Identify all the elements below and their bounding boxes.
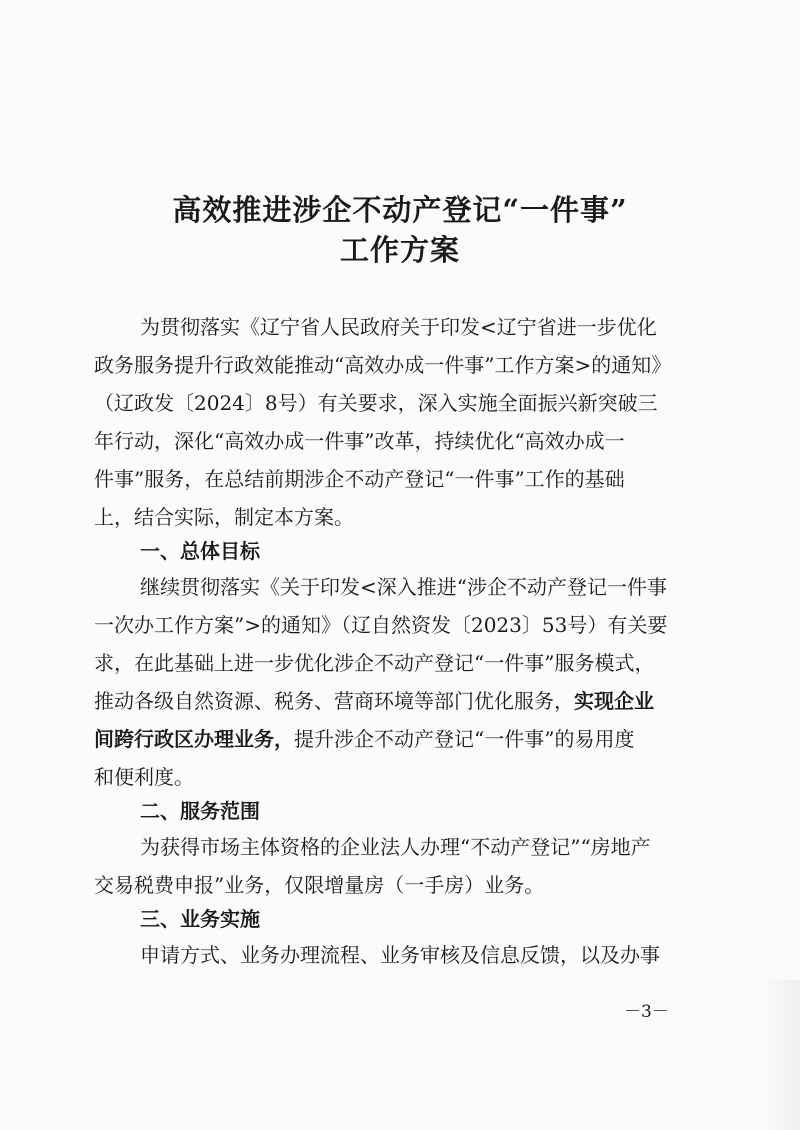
section3-line: 申请方式、业务办理流程、业务审核及信息反馈，以及办事	[140, 943, 660, 967]
intro-line: （辽政发〔2024〕8号）有关要求，深入实施全面振兴新突破三	[94, 391, 658, 415]
section1-line: 和便利度。	[94, 765, 194, 789]
section1-bold-text: 间跨行政区办理业务，	[94, 727, 294, 751]
section-heading-goal: 一、总体目标	[140, 539, 260, 563]
section1-text: 推动各级自然资源、税务、营商环境等部门优化服务，	[94, 689, 574, 713]
scan-edge-shading	[760, 980, 800, 1130]
section1-line: 一次办工作方案”>的通知》（辽自然资发〔2023〕53号）有关要	[94, 613, 668, 637]
section-heading-scope: 二、服务范围	[140, 799, 260, 823]
intro-line: 年行动，深化“高效办成一件事”改革，持续优化“高效办成一	[94, 429, 625, 453]
intro-line: 上，结合实际，制定本方案。	[94, 505, 354, 529]
page-number: －3－	[624, 1002, 669, 1022]
section1-line: 求，在此基础上进一步优化涉企不动产登记“一件事”服务模式，	[94, 651, 655, 675]
intro-line: 为贯彻落实《辽宁省人民政府关于印发<辽宁省进一步优化	[140, 315, 657, 339]
section1-bold-text: 实现企业	[574, 689, 654, 713]
intro-line: 件事”服务，在总结前期涉企不动产登记“一件事”工作的基础	[94, 467, 625, 491]
document-title-line2: 工作方案	[339, 233, 460, 267]
section2-line: 交易税费申报”业务，仅限增量房（一手房）业务。	[94, 873, 545, 897]
document-title-line1: 高效推进涉企不动产登记“一件事”	[172, 193, 628, 227]
section1-line	[94, 686, 704, 716]
section1-line	[94, 724, 704, 754]
section1-text: 提升涉企不动产登记“一件事”的易用度	[294, 727, 635, 751]
section1-line: 继续贯彻落实《关于印发<深入推进“涉企不动产登记一件事	[140, 575, 667, 599]
section2-line: 为获得市场主体资格的企业法人办理“不动产登记”“房地产	[140, 835, 651, 859]
section-heading-implementation: 三、业务实施	[140, 907, 260, 931]
intro-line: 政务服务提升行政效能推动“高效办成一件事”工作方案>的通知》	[94, 353, 672, 377]
